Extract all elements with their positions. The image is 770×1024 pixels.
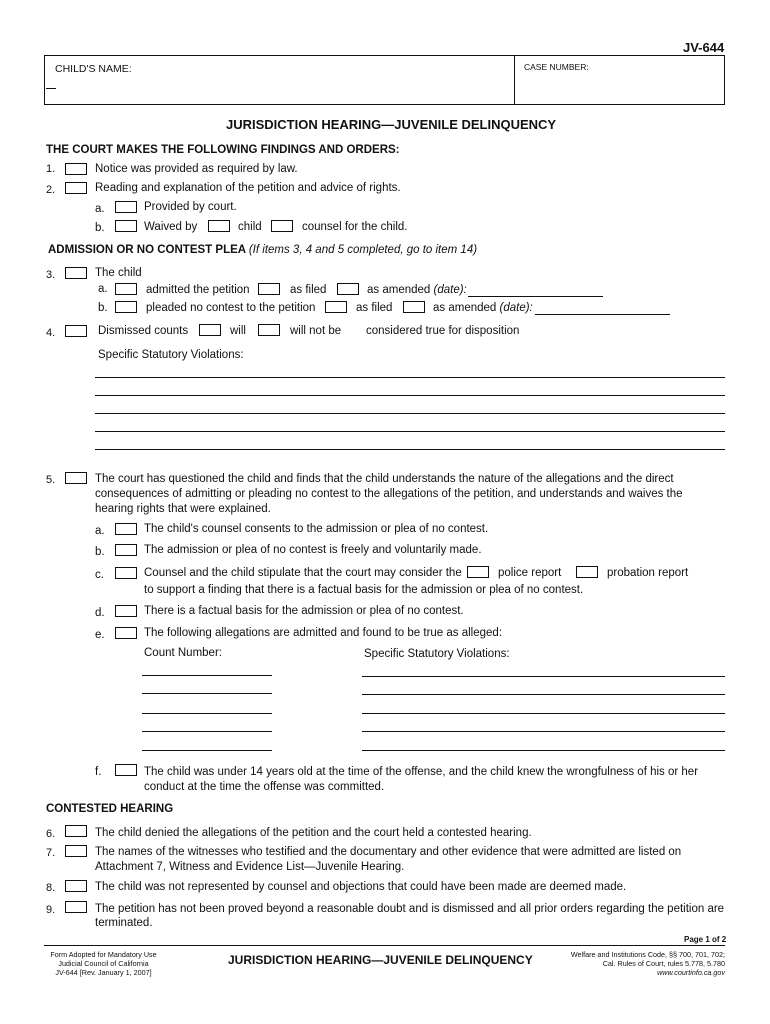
item-3b-filed-label: as filed bbox=[356, 302, 393, 314]
item-3b-date-field[interactable] bbox=[535, 314, 670, 315]
violations-line[interactable] bbox=[362, 676, 725, 677]
item-7-checkbox[interactable] bbox=[65, 845, 87, 857]
item-5d-checkbox[interactable] bbox=[115, 605, 137, 617]
case-number-label: CASE NUMBER: bbox=[524, 62, 589, 72]
item-2b-child-checkbox[interactable] bbox=[208, 220, 230, 232]
item-2a-checkbox[interactable] bbox=[115, 201, 137, 213]
item-2b-text: Waived by bbox=[144, 221, 198, 233]
item-7-number: 7. bbox=[46, 847, 56, 859]
item-4-will-checkbox[interactable] bbox=[199, 324, 221, 336]
violations-line[interactable] bbox=[362, 731, 725, 732]
item-5b-letter: b. bbox=[95, 546, 105, 558]
item-3a-text: admitted the petition bbox=[146, 284, 250, 296]
footer-title: JURISDICTION HEARING—JUVENILE DELINQUENCY bbox=[228, 953, 533, 967]
item-7-text2: Attachment 7, Witness and Evidence List—Juvenile Hearing. bbox=[95, 861, 405, 873]
item-5a-text: The child's counsel consents to the admission or plea of no contest. bbox=[144, 523, 489, 535]
item-2-text: Reading and explanation of the petition and advice of rights. bbox=[95, 182, 401, 194]
item-3-checkbox[interactable] bbox=[65, 267, 87, 279]
item-5-text-line3: hearing rights that were explained. bbox=[95, 503, 271, 515]
item-5a-checkbox[interactable] bbox=[115, 523, 137, 535]
count-number-line[interactable] bbox=[142, 713, 272, 714]
count-number-line[interactable] bbox=[142, 731, 272, 732]
child-name-field[interactable] bbox=[46, 76, 511, 102]
item-5b-text: The admission or plea of no contest is freely and voluntarily made. bbox=[144, 544, 482, 556]
violations-line[interactable] bbox=[362, 694, 725, 695]
item-4-violations-line[interactable] bbox=[95, 449, 725, 450]
item-5c-checkbox[interactable] bbox=[115, 567, 137, 579]
item-1-number: 1. bbox=[46, 163, 56, 175]
footer-left-3: JV-644 [Rev. January 1, 2007] bbox=[55, 968, 152, 977]
item-3a-filed-checkbox[interactable] bbox=[258, 283, 280, 295]
count-number-label: Count Number: bbox=[144, 647, 222, 659]
item-2b-counsel-label: counsel for the child. bbox=[302, 221, 408, 233]
violations-line[interactable] bbox=[362, 713, 725, 714]
item-3-text: The child bbox=[95, 267, 142, 279]
item-5e-letter: e. bbox=[95, 629, 105, 641]
item-2b-letter: b. bbox=[95, 222, 105, 234]
violations-line[interactable] bbox=[362, 750, 725, 751]
item-9-text2: terminated. bbox=[95, 917, 153, 929]
item-3-number: 3. bbox=[46, 269, 56, 281]
item-2b-counsel-checkbox[interactable] bbox=[271, 220, 293, 232]
count-number-line[interactable] bbox=[142, 750, 272, 751]
item-3b-checkbox[interactable] bbox=[115, 301, 137, 313]
item-4-violations-line[interactable] bbox=[95, 395, 725, 396]
footer-left-2: Judicial Council of California bbox=[58, 959, 149, 968]
item-5c-probation-label: probation report bbox=[607, 567, 689, 579]
item-6-text: The child denied the allegations of the petition and the court held a contested hearing. bbox=[95, 827, 532, 839]
footer-left-1: Form Adopted for Mandatory Use bbox=[50, 950, 157, 959]
item-1-checkbox[interactable] bbox=[65, 163, 87, 175]
item-3a-filed-label: as filed bbox=[290, 284, 327, 296]
case-number-field[interactable] bbox=[516, 74, 721, 102]
footer-right-1: Welfare and Institutions Code, §§ 700, 701, 702; bbox=[570, 950, 725, 959]
item-5c-police-checkbox[interactable] bbox=[467, 566, 489, 578]
item-8-number: 8. bbox=[46, 882, 56, 894]
item-3a-amended-label: as amended (date): bbox=[367, 284, 467, 296]
item-4-number: 4. bbox=[46, 327, 56, 339]
item-5d-text: There is a factual basis for the admission or plea of no contest. bbox=[144, 605, 464, 617]
item-3a-amended-checkbox[interactable] bbox=[337, 283, 359, 295]
item-5f-text1: The child was under 14 years old at the time of the offense, and the child knew the wrongfulness of his or her bbox=[144, 766, 699, 778]
item-3b-date-label: (date): bbox=[499, 302, 533, 314]
admission-heading-text: ADMISSION OR NO CONTEST PLEA bbox=[48, 244, 246, 256]
findings-heading: THE COURT MAKES THE FOLLOWING FINDINGS AND ORDERS: bbox=[46, 144, 400, 156]
item-2a-letter: a. bbox=[95, 203, 105, 215]
item-4-violations-label: Specific Statutory Violations: bbox=[98, 349, 244, 361]
item-5c-letter: c. bbox=[95, 569, 104, 581]
item-5e-checkbox[interactable] bbox=[115, 627, 137, 639]
item-4-will-not-checkbox[interactable] bbox=[258, 324, 280, 336]
admission-note: (If items 3, 4 and 5 completed, go to item 14) bbox=[248, 244, 478, 256]
item-4-violations-line[interactable] bbox=[95, 413, 725, 414]
item-9-checkbox[interactable] bbox=[65, 901, 87, 913]
form-id: JV-644 bbox=[683, 40, 725, 55]
item-4-will-not-label: will not be bbox=[290, 325, 342, 337]
item-4-text: Dismissed counts bbox=[98, 325, 189, 337]
item-7-text1: The names of the witnesses who testified and the documentary and other evidence that were admitted are listed on bbox=[95, 846, 682, 858]
item-3a-date-field[interactable] bbox=[468, 296, 603, 297]
footer-rule bbox=[44, 945, 725, 946]
item-2-number: 2. bbox=[46, 184, 56, 196]
item-3b-amended-label: as amended (date): bbox=[433, 302, 533, 314]
item-5f-text2: conduct at the time the offense was committed. bbox=[144, 781, 385, 793]
item-9-text1: The petition has not been proved beyond a reasonable doubt and is dismissed and all prior orders regarding the petition are bbox=[95, 903, 725, 915]
item-3b-text: pleaded no contest to the petition bbox=[146, 302, 316, 314]
item-5a-letter: a. bbox=[95, 525, 105, 537]
statutory-violations-label: Specific Statutory Violations: bbox=[364, 648, 510, 660]
item-2a-text: Provided by court. bbox=[144, 201, 237, 213]
item-3b-amended-checkbox[interactable] bbox=[403, 301, 425, 313]
item-4-checkbox[interactable] bbox=[65, 325, 87, 337]
item-5c-text2: to support a finding that there is a factual basis for the admission or plea of no contest. bbox=[144, 584, 584, 596]
item-4-violations-line[interactable] bbox=[95, 431, 725, 432]
footer-right-2: Cal. Rules of Court, rules 5.778, 5.780 bbox=[602, 959, 725, 968]
item-8-text: The child was not represented by counsel and objections that could have been made are deemed made. bbox=[95, 881, 627, 893]
item-5c-police-label: police report bbox=[498, 567, 562, 579]
count-number-line[interactable] bbox=[142, 675, 272, 676]
item-1-text: Notice was provided as required by law. bbox=[95, 163, 298, 175]
item-5-checkbox[interactable] bbox=[65, 472, 87, 484]
item-8-checkbox[interactable] bbox=[65, 880, 87, 892]
page-number: Page 1 of 2 bbox=[684, 935, 727, 944]
footer-right-3: www.courtinfo.ca.gov bbox=[657, 968, 725, 977]
item-3a-date-label: (date): bbox=[433, 284, 467, 296]
item-2b-child-label: child bbox=[238, 221, 262, 233]
child-name-label: CHILD'S NAME: bbox=[55, 63, 132, 75]
item-5-text-line2: consequences of admitting or pleading no contest to the allegations of the petition, and understands and waives the bbox=[95, 488, 683, 500]
item-2-checkbox[interactable] bbox=[65, 182, 87, 194]
item-2b-checkbox[interactable] bbox=[115, 220, 137, 232]
form-title: JURISDICTION HEARING—JUVENILE DELINQUENCY bbox=[226, 117, 557, 132]
item-3b-filed-checkbox[interactable] bbox=[325, 301, 347, 313]
item-5b-checkbox[interactable] bbox=[115, 544, 137, 556]
item-3b-letter: b. bbox=[98, 302, 108, 314]
item-3a-letter: a. bbox=[98, 283, 108, 295]
item-6-number: 6. bbox=[46, 828, 56, 840]
item-6-checkbox[interactable] bbox=[65, 825, 87, 837]
item-5e-text: The following allegations are admitted and found to be true as alleged: bbox=[144, 627, 503, 639]
item-3a-checkbox[interactable] bbox=[115, 283, 137, 295]
item-5-text-line1: The court has questioned the child and finds that the child understands the nature of the allegations and the direct bbox=[95, 473, 674, 485]
item-5c-probation-checkbox[interactable] bbox=[576, 566, 598, 578]
item-4-violations-line[interactable] bbox=[95, 377, 725, 378]
contested-heading: CONTESTED HEARING bbox=[46, 803, 174, 815]
item-5f-checkbox[interactable] bbox=[115, 764, 137, 776]
admission-heading bbox=[48, 244, 477, 256]
item-9-number: 9. bbox=[46, 904, 56, 916]
count-number-line[interactable] bbox=[142, 693, 272, 694]
item-4-considered: considered true for disposition bbox=[366, 325, 520, 337]
item-5-number: 5. bbox=[46, 474, 56, 486]
item-4-will-label: will bbox=[230, 325, 246, 337]
item-5f-letter: f. bbox=[95, 766, 102, 778]
item-5d-letter: d. bbox=[95, 607, 105, 619]
item-5c-text: Counsel and the child stipulate that the court may consider the bbox=[144, 567, 462, 579]
